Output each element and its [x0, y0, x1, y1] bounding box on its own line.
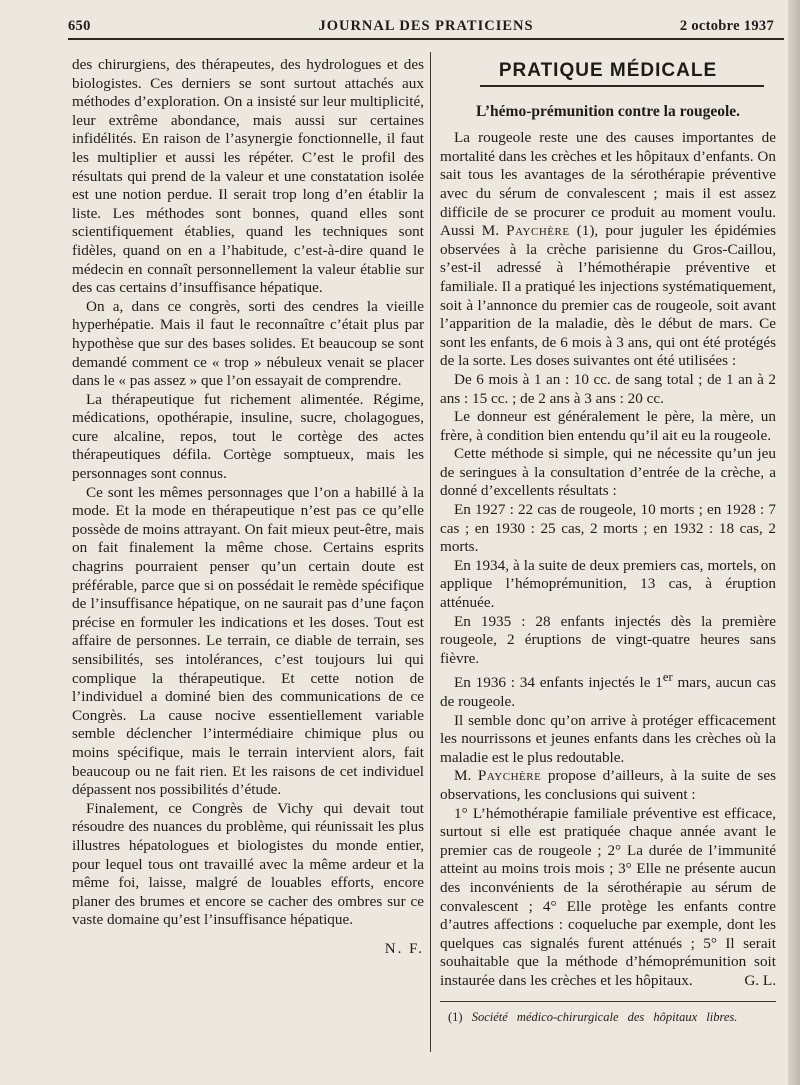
footnote-mark: (1): [448, 1009, 463, 1024]
article-paragraph: [440, 805, 776, 991]
article-paragraph: [440, 767, 776, 804]
column-divider: [430, 52, 431, 1052]
article-paragraph: Cette méthode si simple, qui ne nécessite qu’un jeu de seringues à la consultation d’entrée de la crèche, a donné d’excellents résultats :: [440, 445, 776, 500]
section-rubric: PRATIQUE MÉDICALE: [498, 60, 718, 81]
superscript: er: [662, 670, 673, 685]
left-paragraph: Ce sont les mêmes personnages que l’on a habillé à la mode. Et la mode en thérapeutique n’est pas ce qu’elle possède de moins attrayant. On fait mieux peut-être, mais on fait finalement la même chose. Certains esprits chagrins pourraient penser qu’un certain doute est préférable, parce que si on possédait le remède spécifique de l’insuffisance hépatique, on ne saurait pas d’une façon précise en formuler les indications et les doses. Tout est affaire de personnes. Le terrain, ce diable de terrain, ses sensibilités, ses intolérances, c’est toujours lui qui complique la thérapeutique. Et cette notion de l’individuel a dominé bien des communications de ce Congrès. La cause nocive essentiellement variable semble déclencher l’intermédiaire chimique plus ou moins spécifique, mais le terrain intervient alors, fait beaucoup ou ne fait rien. Et les raisons de cet individuel dépassent nos possibilités d’étude.: [72, 483, 424, 799]
article-paragraph: De 6 mois à 1 an : 10 cc. de sang total ; de 1 an à 2 ans : 15 cc. ; de 2 ans à 3 ans : 20 cc.: [440, 370, 776, 407]
left-column: [72, 56, 424, 959]
article-paragraph: Le donneur est généralement le père, la mère, un frère, à condition bien entendu qu’il ait eu la rougeole.: [440, 408, 776, 444]
footnote: [440, 1010, 776, 1025]
left-paragraph: Finalement, ce Congrès de Vichy qui devait tout résoudre des nuances du problème, qui réunissait les plus illustres hépatologues et biologistes du monde entier, pour lequel tous ont travaillé avec la même ardeur et la même foi, laisse, malgré de louables efforts, encore planer des brumes et encore se cacher des ombres sur ce vaste domaine qu’est l’insuffisance hépatique.: [72, 799, 424, 929]
text-run: En 1936 : 34 enfants injectés le 1: [454, 674, 663, 692]
text-run: M.: [454, 767, 478, 785]
author-name: Paychère: [506, 222, 570, 240]
left-paragraph: des chirurgiens, des thérapeutes, des hydrologues et des biologistes. Ces derniers se sont surtout attachés aux méthodes d’exploration. On a insisté sur leur multiplicité, leur extrême abondance, mais aussi sur certaines infidélités. En raison de l’asynergie fonctionnelle, il faut les multiplier et aussi les répéter. C’est le profil des résultats qui prend de la valeur et une constatation isolée est une notion perdue. Il serait trop long d’en établir la liste. Les méthodes sont bonnes, quand elles sont scientifiquement établies, quand les techniques sont fidèles, quand on en a l’habitude, c’est-à-dire quand le médecin en connaît personnellement la valeur établie sur des cas certains d’insuffisance hépatique.: [72, 56, 424, 297]
article-paragraph: [440, 129, 776, 371]
article-title: L’hémo-prémunition contre la rougeole.: [475, 102, 741, 120]
page-header: [68, 14, 784, 38]
conclusions-text: 1° L’hémothérapie familiale préventive est efficace, surtout si elle est pratiquée chaque année avant le premier cas de rougeole ; 2° La durée de l’immunité atteint au moins trois mois ; 3° Elle ne présente aucun des inconvénients de la sérothérapie au sérum de convalescent ; 4° Elle protège les enfants contre d’autres affections : coqueluche par exemple, dont les quelques cas signalés furent atténués ; 5° Il serait souhaitable que la méthode d’hémoprémunition soit instaurée dans les crèches et les hôpitaux.: [440, 804, 776, 989]
header-rule: [68, 38, 784, 40]
issue-date: 2 octobre 1937: [679, 18, 774, 34]
right-signature: G. L.: [744, 971, 776, 989]
left-paragraph: La thérapeutique fut richement alimentée. Régime, médications, opothérapie, insuline, sucre, cholagogues, cure alcaline, repos, tout le cortège des actes thérapeutiques défila. Cortège somptueux, mais les personnages sont connus.: [72, 390, 424, 483]
journal-title: JOURNAL DES PRATICIENS: [318, 18, 534, 34]
left-signature: N. F.: [384, 940, 424, 957]
article-paragraph: [440, 668, 776, 711]
left-paragraph: On a, dans ce congrès, sorti des cendres la vieille hyperhépatie. Mais il faut le reconnaître c’était plus par hypothèse que sur des bases solides. Et beaucoup se sont demandé comment ce « trop » nébuleux venait se placer dans le « pas assez » que l’on essayait de comprendre.: [72, 297, 424, 390]
article-paragraph: En 1934, à la suite de deux premiers cas, mortels, on applique l’hémoprémunition, 13 cas, à éruption atténuée.: [440, 556, 776, 612]
footnote-rule: [440, 1001, 776, 1002]
author-name: Paychère: [477, 767, 542, 785]
article-paragraph: En 1935 : 28 enfants injectés dès la première rougeole, 2 éruptions de vingt-quatre heures sans fièvre.: [440, 612, 776, 667]
text-run: La rougeole reste une des causes importantes de mortalité dans les crèches et les hôpitaux d’enfants. On sait tous les avantages de la sérothérapie préventive avec du sérum de convalescent ; mais il est assez difficile de se procurer ce produit au moment voulu. Aussi M.: [440, 129, 776, 240]
page-edge-shadow: [788, 0, 800, 1085]
text-run: propose d’ailleurs, à la suite de ses observations, les conclusions qui suivent :: [440, 767, 776, 804]
text-run: (1), pour juguler les épidémies observées à la crèche parisienne du Gros-Caillou, s’est-il adressé à l’hémothérapie préventive et familiale. Il a pratiqué les injections systématiquement, soit à l’annonce du premier cas de rougeole, soit avant l’apparition de la maladie, dès le début de mars. Ce sont les enfants, de 6 mois à 3 ans, qui ont été protégés de la sorte. Les doses suivantes ont été utilisées :: [440, 222, 777, 370]
page-number: 650: [68, 18, 91, 34]
right-column: [440, 56, 776, 1025]
article-paragraph: Il semble donc qu’on arrive à protéger efficacement les nourrissons et jeunes enfants dans les crèches où la maladie est le plus redoutable.: [440, 711, 776, 766]
rubric-rule: [480, 85, 764, 87]
text-run: mars, aucun cas de rougeole.: [440, 674, 776, 711]
article-paragraph: En 1927 : 22 cas de rougeole, 10 morts ; en 1928 : 7 cas ; en 1930 : 25 cas, 2 morts ; en 1932 : 18 cas, 2 morts.: [440, 501, 776, 556]
footnote-text: Société médico-chirurgicale des hôpitaux libres.: [471, 1009, 738, 1024]
